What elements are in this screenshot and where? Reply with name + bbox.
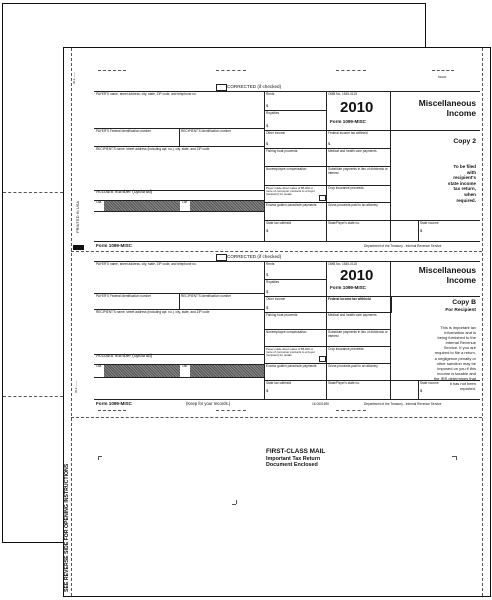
form-title-line1: Miscellaneous — [418, 265, 476, 275]
dollar-sign: $ — [420, 388, 423, 393]
instruction-line: required to file a return, — [434, 350, 476, 356]
box-18-label: State income — [420, 221, 439, 225]
payer-fed-id-label: PAYER'S Federal identification number — [96, 129, 152, 133]
box-15b-shaded — [190, 201, 264, 211]
payer-fed-id-label: PAYER'S Federal identification number — [96, 294, 152, 298]
dollar-sign: $ — [328, 141, 331, 146]
box-15b-label: 15b — [182, 200, 188, 204]
document-enclosed: Document Enclosed — [266, 462, 318, 468]
box-7-label: Nonemployee compensation — [266, 167, 307, 171]
box-5-label: Fishing boat proceeds — [266, 313, 298, 317]
box-15b-label: 15b — [182, 364, 188, 368]
copy-label: Copy B — [452, 299, 476, 306]
recipient-id-label: RECIPIENT'S identification number — [181, 129, 232, 133]
box-7-label: Nonemployee compensation — [266, 330, 307, 334]
dept-footer: Department of the Treasury - Internal Revenue Service — [364, 402, 442, 406]
box-15a-label: 15a — [96, 364, 102, 368]
perforation-between-copies — [71, 251, 482, 252]
rule — [264, 220, 480, 221]
box-9-label: Payer made direct sales of $5,000 or more of consumer products to a buyer (recipient) for resale — [266, 186, 315, 197]
reverse-side-instructions: SEE REVERSE SIDE FOR OPENING INSTRUCTIONS — [64, 463, 70, 592]
box-4-label: Federal income tax withheld — [328, 297, 371, 301]
rule — [179, 293, 180, 309]
box-15b-shaded — [190, 365, 264, 377]
rule — [418, 220, 419, 241]
copy-instructions — [394, 325, 476, 391]
instruction-line: other sanction may be — [436, 360, 476, 366]
box-13-label: Excess golden parachute payments — [266, 203, 317, 207]
perforation-envelope — [71, 417, 482, 418]
rule — [94, 211, 264, 212]
box-15a-label: 15a — [96, 200, 102, 204]
printed-in-usa: PRINTED IN USA — [75, 200, 80, 233]
instruction-line: Service. If you are — [443, 345, 476, 351]
instruction-line: it has not been — [449, 381, 476, 387]
instruction-line: reported. — [459, 386, 476, 392]
important-tax-return: Important Tax Return — [266, 456, 321, 462]
instruction-line: with — [466, 169, 476, 175]
instruction-line: when — [464, 191, 476, 197]
box-3-label: Other income — [266, 297, 286, 301]
window-corner — [236, 500, 237, 504]
omb-number: OMB No. 1545-0115 — [328, 92, 357, 96]
form-bottom-rule — [94, 241, 480, 242]
tear-mark — [98, 70, 126, 71]
tear-mark — [336, 70, 366, 71]
box-10-label: Crop insurance proceeds — [328, 347, 364, 351]
box-6-label: Medical and health care payments — [328, 313, 377, 317]
window-corner — [456, 456, 457, 460]
payer-name-label: PAYER'S name, street address, city, state, ZIP code, and telephone no. — [96, 262, 197, 266]
tax-year: 2010 — [340, 99, 374, 116]
instruction-line: Internal Revenue — [445, 340, 476, 346]
dollar-sign: $ — [266, 305, 269, 310]
tear-mark — [336, 410, 366, 411]
box-14-label: Gross proceeds paid to an attorney — [328, 364, 378, 368]
box-1-label: Rents — [266, 92, 275, 96]
box-2-label: Royalties — [266, 280, 280, 284]
box-1-label: Rents — [266, 262, 275, 266]
rule — [390, 130, 480, 131]
box-18-label: State income — [420, 381, 439, 385]
pin-feed-strip — [71, 48, 72, 596]
dollar-sign: $ — [420, 228, 423, 233]
tear-mark — [98, 410, 126, 411]
rule — [326, 261, 327, 399]
title-column-rule — [390, 91, 391, 241]
box-16-label: State tax withheld — [266, 221, 292, 225]
instruction-line: income is taxable and — [437, 370, 476, 376]
form-bottom-rule — [94, 399, 480, 400]
box-17-label: State/Payer's state no. — [328, 221, 360, 225]
box-6-label: Medical and health care payments — [328, 149, 377, 153]
form-title-line2: Income — [446, 275, 476, 285]
box-5-label: Fishing boat proceeds — [266, 149, 298, 153]
dollar-sign: $ — [266, 141, 269, 146]
recipient-name-label: RECIPIENT'S name, street address (including apt. no.), city, state, and ZIP code — [96, 310, 210, 314]
instruction-line: a negligence penalty or — [434, 355, 476, 361]
strip-mark-top: W-2 —— — [72, 71, 76, 84]
payer-name-label: PAYER'S name, street address, city, state, ZIP code, and telephone no. — [96, 92, 197, 96]
back-perforation-top — [3, 192, 63, 193]
account-number-label: Account number (optional) — [96, 354, 153, 359]
corrected-checkbox[interactable] — [216, 254, 227, 261]
omb-number: OMB No. 1545-0115 — [328, 262, 357, 266]
form-name-footer: Form 1099-MISC — [96, 401, 132, 406]
instruction-line: recipient's — [453, 175, 476, 181]
instruction-line: information and is — [444, 330, 476, 336]
account-number-label: Account number (optional) — [96, 190, 153, 195]
rule — [94, 377, 264, 378]
box-4-label: Federal income tax withheld — [328, 131, 368, 135]
box-16-label: State tax withheld — [266, 381, 292, 385]
instruction-line: being furnished to the — [437, 335, 476, 341]
window-corner — [98, 456, 99, 460]
box-3-label: Other income — [266, 131, 286, 135]
corrected-label: CORRECTED (if checked) — [227, 254, 282, 259]
form-title-line2: Income — [446, 108, 476, 118]
box-10-label: Crop insurance proceeds — [328, 186, 364, 190]
box-8-label: Substitute payments in lieu of dividends or interest — [328, 330, 388, 338]
tax-form-sheet — [63, 47, 491, 597]
recipient-name-label: RECIPIENT'S name, street address (including apt. no.), city, state, and ZIP code — [96, 147, 210, 151]
alignment-bar — [73, 245, 84, 250]
dollar-sign: $ — [266, 388, 269, 393]
box-14-label: Gross proceeds paid to an attorney — [328, 203, 378, 207]
box-13-label: Excess golden parachute payments — [266, 364, 317, 368]
rule — [179, 128, 180, 146]
instruction-line: the IRS determines that — [433, 375, 476, 381]
dollar-sign: $ — [266, 103, 269, 108]
right-strip — [482, 48, 483, 596]
window-corner — [232, 504, 236, 505]
rule — [264, 261, 265, 399]
form-label: Form 1099-MISC — [330, 285, 366, 290]
instruction-line: imposed on you if this — [437, 365, 476, 371]
dept-footer: Department of the Treasury - Internal Revenue Service — [364, 244, 442, 248]
tax-year: 2010 — [340, 267, 374, 284]
form-name-footer: Form 1099-MISC — [96, 243, 132, 248]
box-9-checkbox[interactable] — [319, 195, 326, 201]
form-title-line1: Miscellaneous — [418, 98, 476, 108]
tear-mark — [216, 410, 246, 411]
box-9-checkbox[interactable] — [319, 356, 326, 362]
corrected-label: CORRECTED (if checked) — [227, 84, 282, 89]
corrected-checkbox[interactable] — [216, 84, 227, 91]
box-15a-shaded — [104, 201, 180, 211]
instruction-line: This is important tax — [440, 325, 476, 330]
box-17-label: State/Payer's state no. — [328, 381, 360, 385]
dollar-sign: $ — [266, 272, 269, 277]
copy-sub-label: For Recipient — [445, 308, 476, 313]
box-8-label: Substitute payments in lieu of dividends or interest — [328, 167, 388, 175]
form-label: Form 1099-MISC — [330, 119, 366, 124]
dollar-sign: $ — [266, 228, 269, 233]
instruction-line: state income — [447, 180, 476, 186]
instruction-line: tax return, — [453, 186, 476, 192]
copy-instructions — [396, 164, 476, 203]
instruction-line: To be filed — [453, 164, 476, 169]
top-code: 52020 — [438, 75, 447, 79]
strip-mark-bottom: W-2 —— — [74, 380, 78, 393]
recipient-id-label: RECIPIENT'S identification number — [181, 294, 232, 298]
keep-records-note: (Keep for your records.) — [186, 401, 231, 406]
dollar-sign: $ — [266, 289, 269, 294]
first-class-mail: FIRST-CLASS MAIL — [266, 448, 326, 455]
dollar-sign: $ — [266, 123, 269, 128]
box-15a-shaded — [104, 365, 180, 377]
tear-mark — [432, 70, 454, 71]
copy-label: Copy 2 — [453, 138, 476, 145]
bottom-code: 16-0001690 — [312, 402, 330, 406]
tear-mark — [216, 70, 246, 71]
box-9-label: Payer made direct sales of $5,000 or more of consumer products to a buyer (recipient) for resale — [266, 347, 315, 358]
rule — [390, 261, 391, 399]
back-perforation-bottom — [3, 396, 63, 397]
box-2-label: Royalties — [266, 111, 280, 115]
instruction-line: required. — [456, 197, 476, 203]
